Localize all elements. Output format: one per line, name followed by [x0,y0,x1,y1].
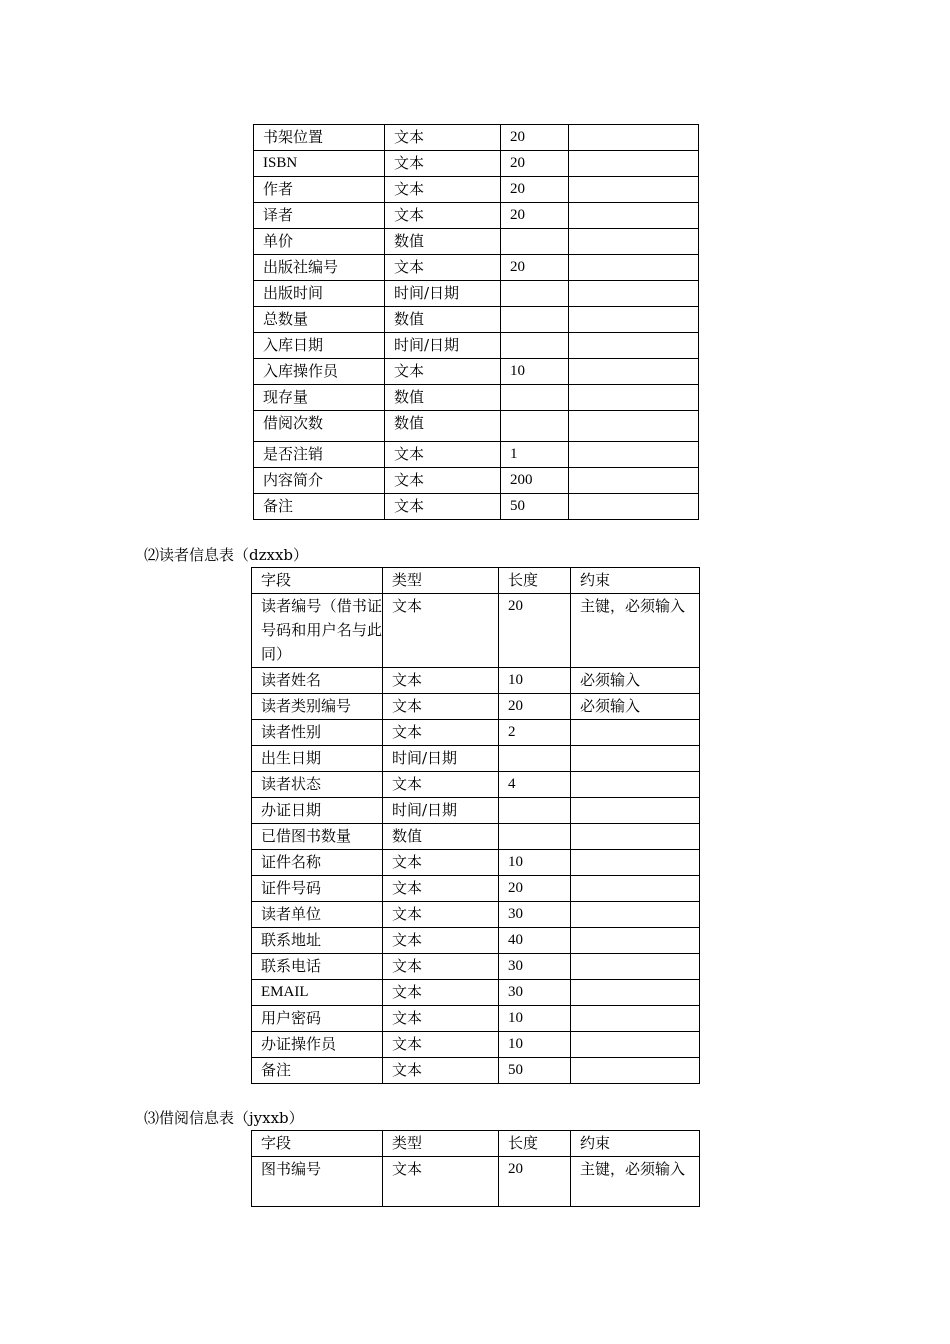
constraint-cell [571,1032,700,1058]
constraint-cell [569,385,699,411]
type-cell: 文本 [385,151,501,177]
table-row [254,359,699,385]
field-cell: 现存量 [254,385,385,411]
type-cell: 文本 [383,928,499,954]
length-cell [499,824,571,850]
length-cell: 20 [501,203,569,229]
constraint-cell [569,359,699,385]
constraint-cell [569,151,699,177]
field-cell: 办证日期 [252,798,383,824]
length-cell: 20 [499,594,571,668]
length-cell [501,333,569,359]
type-cell: 数值 [385,229,501,255]
constraint-cell [569,255,699,281]
field-cell: 出生日期 [252,746,383,772]
type-cell: 时间/日期 [385,333,501,359]
constraint-cell [569,494,699,520]
table-row [252,694,700,720]
constraint-cell [571,1006,700,1032]
table-row [252,594,700,668]
field-cell: 读者性别 [252,720,383,746]
constraint-cell [571,798,700,824]
constraint-cell [569,203,699,229]
type-cell: 文本 [383,902,499,928]
type-cell: 文本 [383,594,499,668]
type-cell: 文本 [385,494,501,520]
field-cell: 总数量 [254,307,385,333]
field-cell: 联系电话 [252,954,383,980]
length-cell: 50 [499,1058,571,1084]
length-cell: 20 [499,876,571,902]
borrow-info-caption: ⑶借阅信息表（jyxxb） [144,1109,304,1127]
field-cell: 已借图书数量 [252,824,383,850]
table-row [252,1006,700,1032]
table-row [254,151,699,177]
type-cell: 时间/日期 [383,746,499,772]
constraint-cell [571,850,700,876]
field-cell: 入库操作员 [254,359,385,385]
length-cell [501,281,569,307]
header-field: 字段 [252,568,383,594]
constraint-cell [569,177,699,203]
field-cell: 读者类别编号 [252,694,383,720]
table-row [252,902,700,928]
table-row [254,255,699,281]
constraint-cell [569,411,699,442]
header-constraint: 约束 [571,1131,700,1157]
type-cell: 文本 [383,850,499,876]
table-row [254,125,699,151]
length-cell: 10 [499,1032,571,1058]
field-cell: 书架位置 [254,125,385,151]
length-cell: 10 [499,668,571,694]
table-header-row [252,568,700,594]
constraint-cell [571,1058,700,1084]
constraint-cell: 必须输入 [571,694,700,720]
type-cell: 数值 [383,824,499,850]
length-cell: 30 [499,902,571,928]
type-cell: 文本 [383,772,499,798]
constraint-cell: 必须输入 [571,668,700,694]
table-row [252,850,700,876]
type-cell: 文本 [383,876,499,902]
length-cell: 20 [499,1157,571,1207]
table-row [252,1157,700,1207]
constraint-cell: 主键，必须输入 [571,594,700,668]
type-cell: 文本 [383,720,499,746]
table-header-row [252,1131,700,1157]
constraint-cell [569,468,699,494]
table-row [252,668,700,694]
length-cell: 20 [499,694,571,720]
table-row [254,411,699,442]
type-cell: 时间/日期 [383,798,499,824]
length-cell: 1 [501,442,569,468]
length-cell: 20 [501,125,569,151]
field-cell: 图书编号 [252,1157,383,1207]
constraint-cell [569,442,699,468]
field-cell: 内容简介 [254,468,385,494]
type-cell: 文本 [385,177,501,203]
length-cell [501,385,569,411]
table-row [252,1058,700,1084]
field-cell: ISBN [254,151,385,177]
header-length: 长度 [499,568,571,594]
length-cell: 10 [499,850,571,876]
length-cell: 40 [499,928,571,954]
header-length: 长度 [499,1131,571,1157]
type-cell: 数值 [385,411,501,442]
constraint-cell [571,772,700,798]
field-cell: 出版时间 [254,281,385,307]
field-cell: 证件号码 [252,876,383,902]
table-row [252,954,700,980]
constraint-cell: 主键，必须输入 [571,1157,700,1207]
table-row [252,746,700,772]
length-cell [499,798,571,824]
book-info-table [253,124,699,520]
length-cell [501,411,569,442]
field-cell: 用户密码 [252,1006,383,1032]
type-cell: 文本 [383,1006,499,1032]
field-cell: 备注 [252,1058,383,1084]
type-cell: 文本 [385,255,501,281]
length-cell: 20 [501,177,569,203]
constraint-cell [569,281,699,307]
constraint-cell [571,746,700,772]
field-cell: 读者姓名 [252,668,383,694]
reader-info-table [251,567,700,1084]
field-cell: 证件名称 [252,850,383,876]
constraint-cell [571,720,700,746]
length-cell [501,229,569,255]
field-cell: 读者状态 [252,772,383,798]
table-row [254,203,699,229]
field-cell: 出版社编号 [254,255,385,281]
field-cell: EMAIL [252,980,383,1006]
type-cell: 数值 [385,385,501,411]
table-row [252,720,700,746]
field-cell: 译者 [254,203,385,229]
type-cell: 文本 [383,668,499,694]
length-cell: 2 [499,720,571,746]
field-cell: 借阅次数 [254,411,385,442]
type-cell: 文本 [385,442,501,468]
table-row [252,1032,700,1058]
table-row [254,177,699,203]
table-row [252,824,700,850]
type-cell: 文本 [385,468,501,494]
field-cell: 联系地址 [252,928,383,954]
constraint-cell [571,876,700,902]
length-cell: 30 [499,980,571,1006]
type-cell: 文本 [383,1157,499,1207]
type-cell: 文本 [385,203,501,229]
field-cell: 是否注销 [254,442,385,468]
table-row [252,928,700,954]
length-cell: 30 [499,954,571,980]
table-row [254,442,699,468]
length-cell: 10 [501,359,569,385]
type-cell: 文本 [383,694,499,720]
field-cell: 作者 [254,177,385,203]
length-cell: 50 [501,494,569,520]
constraint-cell [571,902,700,928]
table-row [254,468,699,494]
length-cell: 10 [499,1006,571,1032]
type-cell: 时间/日期 [385,281,501,307]
constraint-cell [569,333,699,359]
field-cell: 读者单位 [252,902,383,928]
length-cell: 20 [501,151,569,177]
table-row [252,980,700,1006]
table-row [252,876,700,902]
type-cell: 文本 [385,125,501,151]
type-cell: 数值 [385,307,501,333]
table-row [254,494,699,520]
table-row [254,333,699,359]
field-cell: 办证操作员 [252,1032,383,1058]
table-row [252,798,700,824]
table-row [254,229,699,255]
reader-info-caption: ⑵读者信息表（dzxxb） [144,546,309,564]
type-cell: 文本 [383,1032,499,1058]
length-cell: 200 [501,468,569,494]
header-type: 类型 [383,1131,499,1157]
table-row [254,307,699,333]
type-cell: 文本 [383,980,499,1006]
table-row [254,281,699,307]
constraint-cell [569,125,699,151]
length-cell: 20 [501,255,569,281]
length-cell [501,307,569,333]
constraint-cell [571,824,700,850]
borrow-info-table [251,1130,700,1207]
field-cell: 入库日期 [254,333,385,359]
type-cell: 文本 [383,1058,499,1084]
header-field: 字段 [252,1131,383,1157]
header-type: 类型 [383,568,499,594]
constraint-cell [571,954,700,980]
type-cell: 文本 [385,359,501,385]
constraint-cell [569,229,699,255]
length-cell [499,746,571,772]
length-cell: 4 [499,772,571,798]
type-cell: 文本 [383,954,499,980]
constraint-cell [571,928,700,954]
constraint-cell [571,980,700,1006]
field-cell: 单价 [254,229,385,255]
constraint-cell [569,307,699,333]
header-constraint: 约束 [571,568,700,594]
table-row [254,385,699,411]
field-cell: 备注 [254,494,385,520]
table-row [252,772,700,798]
field-cell: 读者编号（借书证号码和用户名与此同） [252,594,383,668]
